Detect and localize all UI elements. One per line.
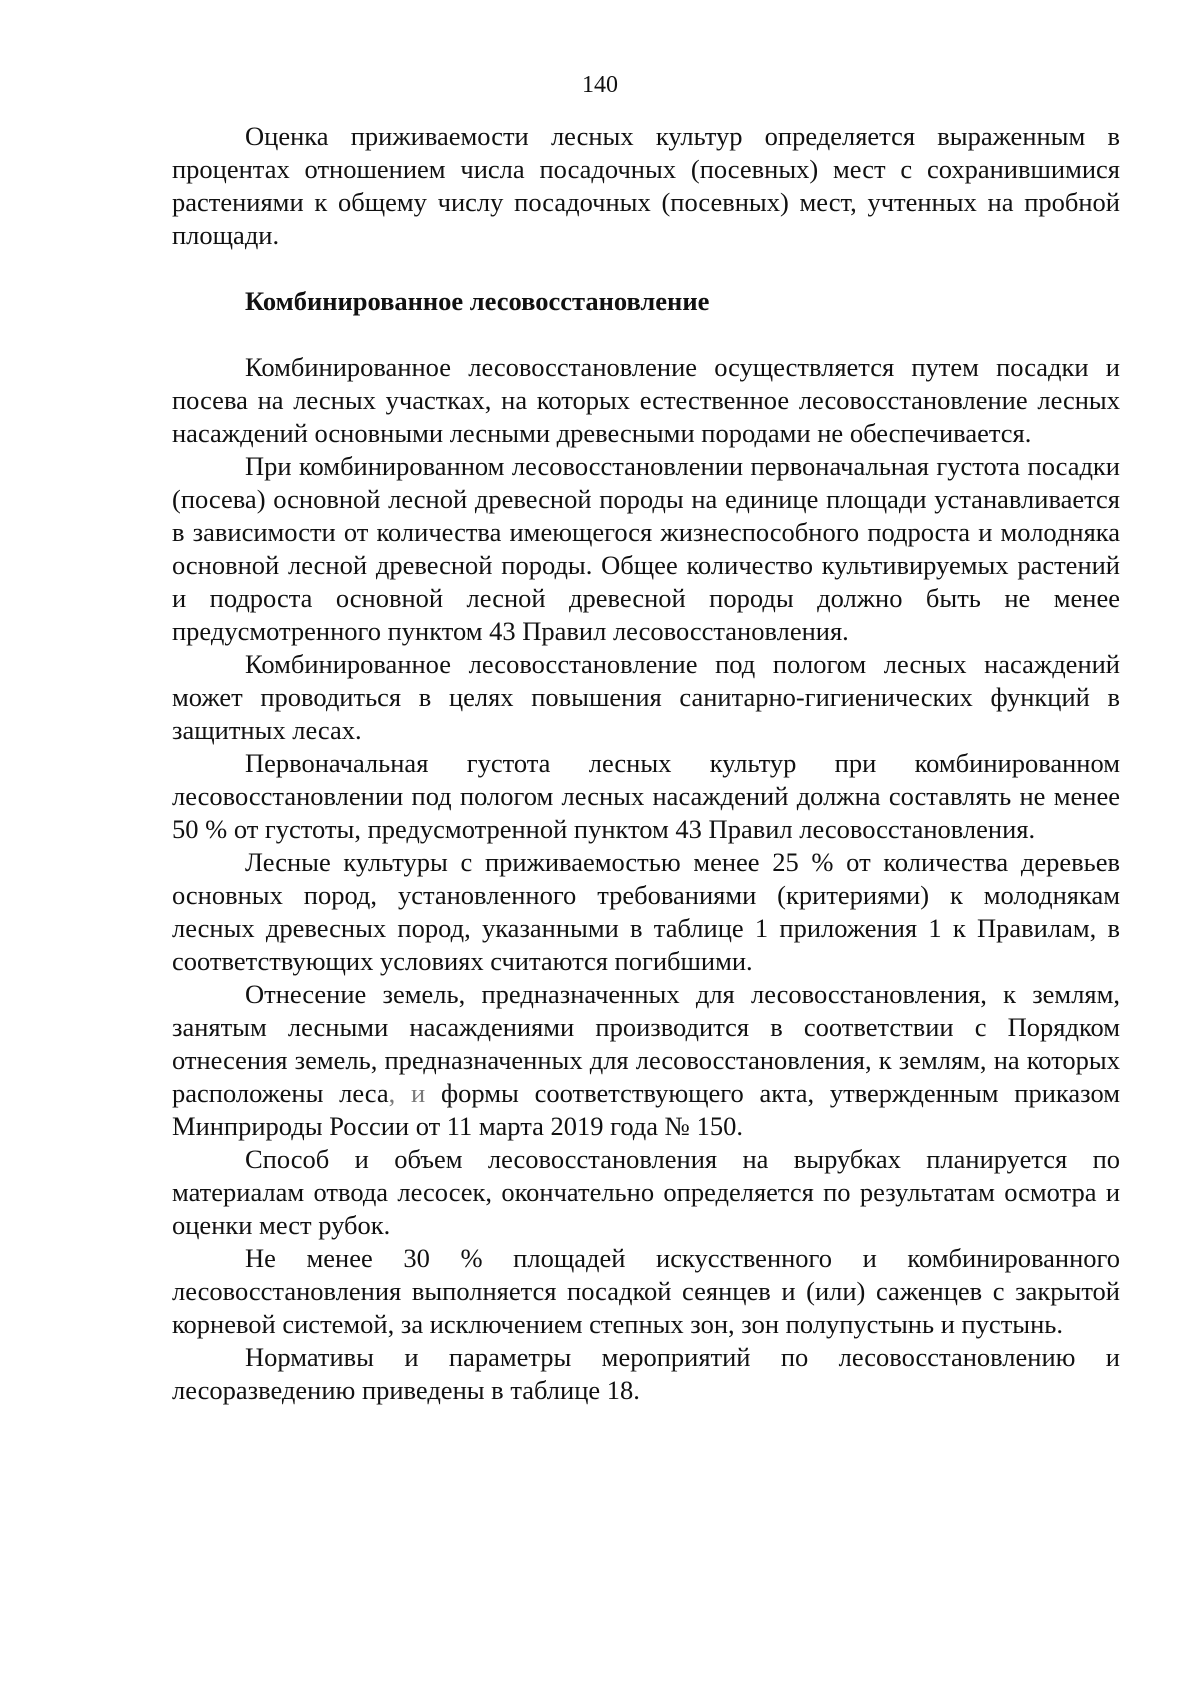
paragraph-table-reference: Нормативы и параметры мероприятий по лесовосстановлению и лесоразведению приведены в таблице 18. [172,1342,1120,1405]
paragraph-land-classification-text-2: , и [388,1078,426,1108]
paragraph-dead-cultures: Лесные культуры с приживаемостью менее 25 % от количества деревьев основных пород, установленного требованиями (критериями) к молоднякам лесных древесных пород, указанными в таблице 1 приложения 1 к Правилам, в соответствующих условиях считаются погибшими. [172,847,1120,976]
paragraph-survival-assessment: Оценка приживаемости лесных культур определяется выраженным в процентах отношением числа посадочных (посевных) мест с сохранившимися растениями к общему числу посадочных (посевных) мест, учтенных на пробной площади. [172,121,1120,250]
paragraph-land-classification-text-1: Отнесение земель, предназначенных для лесовосстановления, к землям, занятым лесными насаждениями производится в соответствии с Порядком отнесения земель, предназначенных для лесовосстановления, к землям, на которых расположены леса [172,979,1120,1108]
paragraph-combined-definition: Комбинированное лесовосстановление осуществляется путем посадки и посева на лесных участках, на которых естественное лесовосстановление лесных насаждений основными лесными древесными породами не обеспечивается. [172,352,1120,448]
paragraph-closed-root: Не менее 30 % площадей искусственного и комбинированного лесовосстановления выполняется посадкой сеянцев и (или) саженцев с закрытой корневой системой, за исключением степных зон, зон полупустынь и пустынь. [172,1243,1120,1339]
paragraph-initial-density: При комбинированном лесовосстановлении первоначальная густота посадки (посева) основной лесной древесной породы на единице площади устанавливается в зависимости от количества имеющегося жизнеспособного подроста и молодняка основной лесной древесной породы. Общее количество культивируемых растений и подроста основной лесной древесной породы должно быть не менее предусмотренного пунктом 43 Правил лесовосстановления. [172,451,1120,646]
paragraph-method-volume: Способ и объем лесовосстановления на вырубках планируется по материалам отвода лесосек, окончательно определяется по результатам осмотра и оценки мест рубок. [172,1144,1120,1240]
page-number: 140 [582,72,618,98]
paragraph-land-classification [172,978,1120,1143]
paragraph-under-canopy: Комбинированное лесовосстановление под пологом лесных насаждений может проводиться в целях повышения санитарно-гигиенических функций в защитных лесах. [172,649,1120,745]
page-body [172,120,1120,1407]
paragraph-land-classification-text-3: формы соответствующего акта, утвержденным приказом Минприроды России от 11 марта 2019 года № 150. [172,1078,1120,1141]
paragraph-canopy-density: Первоначальная густота лесных культур при комбинированном лесовосстановлении под пологом лесных насаждений должна составлять не менее 50 % от густоты, предусмотренной пунктом 43 Правил лесовосстановления. [172,748,1120,844]
section-heading: Комбинированное лесовосстановление [245,286,710,316]
